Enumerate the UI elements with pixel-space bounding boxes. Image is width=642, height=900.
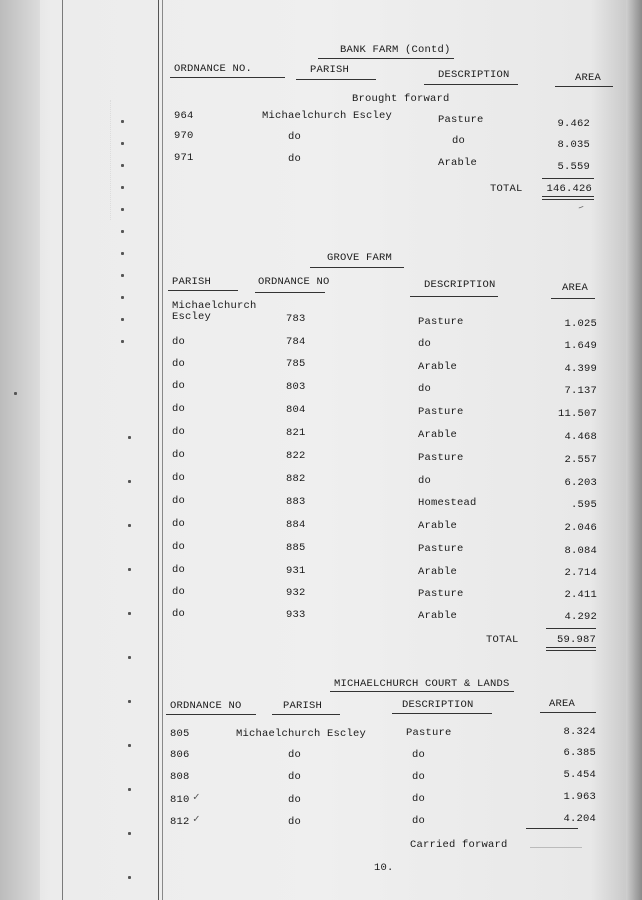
description: Pasture xyxy=(418,406,464,418)
description: Pasture xyxy=(418,543,464,555)
area-value: 4.399 xyxy=(564,363,597,375)
column-header: AREA xyxy=(575,72,602,84)
total-double-rule xyxy=(542,199,594,200)
description: do xyxy=(418,338,432,350)
ordnance-no: 803 xyxy=(286,381,306,393)
total-rule xyxy=(546,628,596,629)
parish: do xyxy=(172,380,186,392)
description: Arable xyxy=(418,566,458,578)
header-underline xyxy=(555,86,613,87)
ordnance-no: 812 xyxy=(170,816,190,828)
description: Pasture xyxy=(418,588,464,600)
total-value: 59.987 xyxy=(556,634,596,646)
area-value: 8.324 xyxy=(563,726,596,738)
margin-dot xyxy=(128,524,131,527)
header-underline xyxy=(540,712,596,713)
parish: do xyxy=(288,749,302,761)
carried-forward-label: Carried forward xyxy=(410,839,508,851)
parish: do xyxy=(172,541,186,553)
column-header: PARISH xyxy=(283,700,323,712)
check-mark-icon: ✓ xyxy=(193,792,200,804)
header-underline xyxy=(170,77,285,78)
description: do xyxy=(412,793,426,805)
column-header: ORDNANCE NO xyxy=(170,700,242,712)
description: Arable xyxy=(418,520,458,532)
total-double-rule xyxy=(546,650,596,651)
parish: do xyxy=(288,794,302,806)
ordnance-no: 933 xyxy=(286,609,306,621)
area-value: 4.468 xyxy=(564,431,597,443)
area-value: 2.557 xyxy=(564,454,597,466)
check-mark-icon: – xyxy=(576,201,587,215)
parish: do xyxy=(172,472,186,484)
description: Arable xyxy=(418,610,458,622)
header-underline xyxy=(255,292,325,293)
ordnance-no: 932 xyxy=(286,587,306,599)
ordnance-no: 821 xyxy=(286,427,306,439)
subtotal-rule xyxy=(526,828,578,829)
ordnance-no: 885 xyxy=(286,542,306,554)
ordnance-no: 884 xyxy=(286,519,306,531)
description: Pasture xyxy=(406,727,452,739)
parish: Michaelchurch Escley xyxy=(236,728,367,740)
page-number: 10. xyxy=(374,862,394,874)
column-header: DESCRIPTION xyxy=(438,69,510,81)
margin-dot xyxy=(128,568,131,571)
margin-dot xyxy=(128,832,131,835)
description: Homestead xyxy=(418,497,477,509)
margin-dot xyxy=(121,142,124,145)
margin-dot xyxy=(121,340,124,343)
parish: do xyxy=(288,131,302,143)
title-underline xyxy=(310,267,404,268)
section-title: GROVE FARM xyxy=(327,252,393,264)
title-underline xyxy=(330,691,514,692)
parish: do xyxy=(172,608,186,620)
parish: do xyxy=(288,771,302,783)
header-underline xyxy=(296,79,376,80)
ordnance-no: 808 xyxy=(170,771,190,783)
margin-dot xyxy=(121,318,124,321)
ordnance-no: 810 xyxy=(170,794,190,806)
margin-dot xyxy=(121,186,124,189)
section-title: MICHAELCHURCH COURT & LANDS xyxy=(334,678,510,690)
description: Arable xyxy=(438,157,478,169)
area-value: 9.462 xyxy=(557,118,590,130)
column-header: DESCRIPTION xyxy=(402,699,474,711)
margin-dot xyxy=(128,744,131,747)
area-value: 1.963 xyxy=(563,791,596,803)
ordnance-no: 805 xyxy=(170,728,190,740)
ordnance-no: 822 xyxy=(286,450,306,462)
check-mark-icon: ✓ xyxy=(193,814,200,826)
total-label: TOTAL xyxy=(486,634,519,646)
ordnance-no: 783 xyxy=(286,313,306,325)
parish: do xyxy=(172,586,186,598)
parish: do xyxy=(172,426,186,438)
area-value: 2.714 xyxy=(564,567,597,579)
parish: do xyxy=(172,495,186,507)
ordnance-no: 804 xyxy=(286,404,306,416)
brought-forward-label: Brought forward xyxy=(352,93,450,105)
margin-rule xyxy=(62,0,63,900)
parish: do xyxy=(172,358,186,370)
margin-dot xyxy=(14,392,17,395)
area-value: .595 xyxy=(570,499,597,511)
area-value: 1.649 xyxy=(564,340,597,352)
margin-dot xyxy=(128,876,131,879)
area-value: 6.385 xyxy=(563,747,596,759)
parish: Michaelchurch Escley xyxy=(262,110,393,122)
area-value: 2.046 xyxy=(564,522,597,534)
parish: Michaelchurch xyxy=(172,300,257,312)
description: do xyxy=(418,383,432,395)
parish: do xyxy=(172,564,186,576)
ordnance-no: 964 xyxy=(174,110,194,122)
parish: do xyxy=(288,153,302,165)
total-double-rule xyxy=(546,647,596,648)
column-header: PARISH xyxy=(172,276,212,288)
area-value: 4.204 xyxy=(563,813,596,825)
margin-dot xyxy=(128,788,131,791)
ordnance-no: 784 xyxy=(286,336,306,348)
description: do xyxy=(452,135,466,147)
column-header: DESCRIPTION xyxy=(424,279,496,291)
area-value: 2.411 xyxy=(564,589,597,601)
total-label: TOTAL xyxy=(490,183,523,195)
ordnance-no: 785 xyxy=(286,358,306,370)
parish: do xyxy=(172,518,186,530)
margin-dot xyxy=(128,656,131,659)
margin-dot xyxy=(121,164,124,167)
margin-dot xyxy=(121,120,124,123)
area-value: 5.559 xyxy=(557,161,590,173)
total-double-rule xyxy=(542,196,594,197)
description: Pasture xyxy=(418,316,464,328)
header-underline xyxy=(551,298,595,299)
area-value: 6.203 xyxy=(564,477,597,489)
margin-dot xyxy=(121,274,124,277)
section-title: BANK FARM (Contd) xyxy=(340,44,451,56)
faint-pencil-figure xyxy=(530,837,582,848)
parish: do xyxy=(172,336,186,348)
ordnance-no: 971 xyxy=(174,152,194,164)
page-edge-left xyxy=(0,0,40,900)
parish-cont: Escley xyxy=(172,311,212,323)
header-underline xyxy=(272,714,340,715)
description: do xyxy=(412,815,426,827)
margin-dot xyxy=(128,700,131,703)
area-value: 1.025 xyxy=(564,318,597,330)
area-value: 7.137 xyxy=(564,385,597,397)
margin-dot xyxy=(121,296,124,299)
ordnance-no: 970 xyxy=(174,130,194,142)
column-header: AREA xyxy=(549,698,576,710)
header-underline xyxy=(392,713,492,714)
ordnance-no: 806 xyxy=(170,749,190,761)
description: do xyxy=(418,475,432,487)
description: do xyxy=(412,749,426,761)
margin-dot xyxy=(121,208,124,211)
total-value: 146.426 xyxy=(546,183,592,195)
margin-dot xyxy=(121,252,124,255)
column-header: PARISH xyxy=(310,64,350,76)
margin-dot xyxy=(128,480,131,483)
description: Arable xyxy=(418,429,458,441)
margin-dot xyxy=(128,612,131,615)
column-header: ORDNANCE NO xyxy=(258,276,330,288)
parish: do xyxy=(172,449,186,461)
description: Pasture xyxy=(418,452,464,464)
title-underline xyxy=(318,58,454,59)
parish: do xyxy=(288,816,302,828)
margin-dot xyxy=(128,436,131,439)
ordnance-no: 931 xyxy=(286,565,306,577)
ordnance-no: 883 xyxy=(286,496,306,508)
total-rule xyxy=(542,178,594,179)
column-header: ORDNANCE NO. xyxy=(174,63,253,75)
column-header: AREA xyxy=(562,282,589,294)
ordnance-no: 882 xyxy=(286,473,306,485)
area-value: 4.292 xyxy=(564,611,597,623)
margin-dot xyxy=(121,230,124,233)
header-underline xyxy=(168,290,238,291)
header-underline xyxy=(166,714,256,715)
header-underline xyxy=(424,84,518,85)
area-value: 8.035 xyxy=(557,139,590,151)
header-underline xyxy=(410,296,498,297)
parish: do xyxy=(172,403,186,415)
area-value: 8.084 xyxy=(564,545,597,557)
area-value: 5.454 xyxy=(563,769,596,781)
description: Pasture xyxy=(438,114,484,126)
description: Arable xyxy=(418,361,458,373)
page-edge-right xyxy=(626,0,642,900)
description: do xyxy=(412,771,426,783)
area-value: 11.507 xyxy=(557,408,597,420)
